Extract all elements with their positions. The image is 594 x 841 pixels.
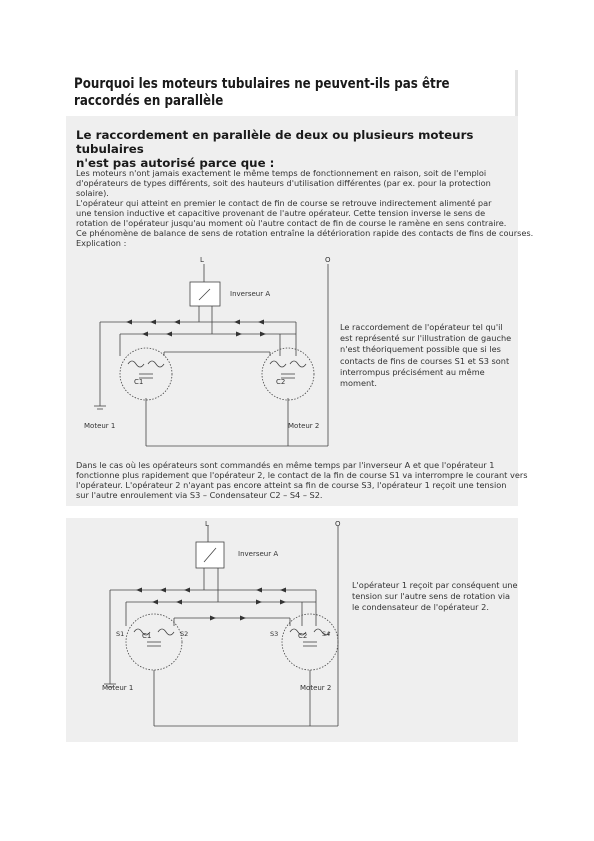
- scenario-line: fonctionne plus rapidement que l'opérateur 2, le contact de la fin de course S1 va interrompre le courant vers: [76, 470, 528, 480]
- title-line-1: Pourquoi les moteurs tubulaires ne peuvent-ils pas être: [74, 76, 450, 92]
- wiring-diagram-1: [66, 116, 534, 506]
- wiring-diagram-2: [66, 518, 518, 742]
- diagram-2-note: [352, 580, 518, 614]
- diagram-1-note: [340, 322, 511, 389]
- motor-1-label: Moteur 1: [84, 422, 116, 430]
- paragraph-line: solaire).: [76, 188, 109, 198]
- paragraph-line: d'opérateurs de types différents, soit des hauteurs d'utilisation différentes (par ex. pour la protection: [76, 178, 491, 188]
- scenario-paragraph: [76, 460, 528, 500]
- note-line: n'est théoriquement possible que si les: [340, 344, 501, 355]
- inverter-label: Inverseur A: [238, 550, 279, 558]
- paragraph-line: Explication :: [76, 238, 127, 248]
- note-line: contacts de fins de courses S1 et S3 sont: [340, 355, 510, 366]
- paragraph-line: Les moteurs n'ont jamais exactement le même temps de fonctionnement en raison, soit de l'emploi: [76, 168, 487, 178]
- page-title: [74, 76, 450, 110]
- scenario-line: l'opérateur. L'opérateur 2 n'ayant pas encore atteint sa fin de course S3, l'opérateur 1 reçoit une tension: [76, 480, 507, 490]
- capacitor-c2-label: C2: [276, 378, 286, 386]
- title-box: [66, 70, 518, 116]
- neutral-label: O: [325, 256, 331, 264]
- note-line: L'opérateur 1 reçoit par conséquent une: [352, 580, 518, 590]
- motor-2-label: Moteur 2: [288, 422, 320, 430]
- explanation-panel: [66, 116, 534, 506]
- subtitle-line-1: Le raccordement en parallèle de deux ou plusieurs moteurs tubulaires: [76, 128, 474, 156]
- consequence-panel: [66, 518, 518, 742]
- capacitor-c1-label: C1: [134, 378, 144, 386]
- motor-1-label: Moteur 1: [102, 684, 134, 692]
- paragraph-line: L'opérateur qui atteint en premier le contact de fin de course se retrouve indirectement alimenté par: [76, 198, 492, 208]
- scenario-line: Dans le cas où les opérateurs sont commandés en même temps par l'inverseur A et que l'opérateur 1: [76, 460, 495, 470]
- paragraph-line: rotation de l'opérateur jusqu'au moment où l'autre contact de fin de course le ramène en sens contraire.: [76, 218, 507, 228]
- switch-s1-label: S1: [116, 630, 125, 638]
- note-line: moment.: [340, 378, 377, 389]
- note-line: Le raccordement de l'opérateur tel qu'il: [340, 322, 503, 332]
- phase-label: L: [200, 256, 204, 264]
- capacitor-c1-label: C1: [142, 632, 152, 640]
- subtitle-line-2: n'est pas autorisé parce que :: [76, 156, 275, 170]
- scenario-line: sur l'autre enroulement via S3 – Condensateur C2 – S4 – S2.: [76, 490, 323, 500]
- motor-2-label: Moteur 2: [300, 684, 332, 692]
- phase-label: L: [205, 520, 209, 528]
- note-line: est représenté sur l'illustration de gauche: [340, 333, 512, 344]
- paragraph-line: Ce phénomène de balance de sens de rotation entraîne la détérioration rapide des contacts de fins de courses.: [76, 228, 534, 238]
- note-line: le condensateur de l'opérateur 2.: [352, 602, 489, 613]
- switch-s2-label: S2: [180, 630, 189, 638]
- neutral-label: O: [335, 520, 341, 528]
- note-line: interrompus précisément au même: [340, 366, 485, 377]
- note-line: tension sur l'autre sens de rotation via: [352, 591, 511, 602]
- capacitor-c2-label: C2: [298, 632, 308, 640]
- switch-s3-label: S3: [270, 630, 279, 638]
- switch-s4-label: S4: [322, 630, 331, 638]
- inverter-label: Inverseur A: [230, 290, 271, 298]
- paragraph-line: une tension inductive et capacitive provenant de l'autre opérateur. Cette tension inverse le sens de: [76, 208, 486, 218]
- title-line-2: raccordés en parallèle: [74, 93, 224, 109]
